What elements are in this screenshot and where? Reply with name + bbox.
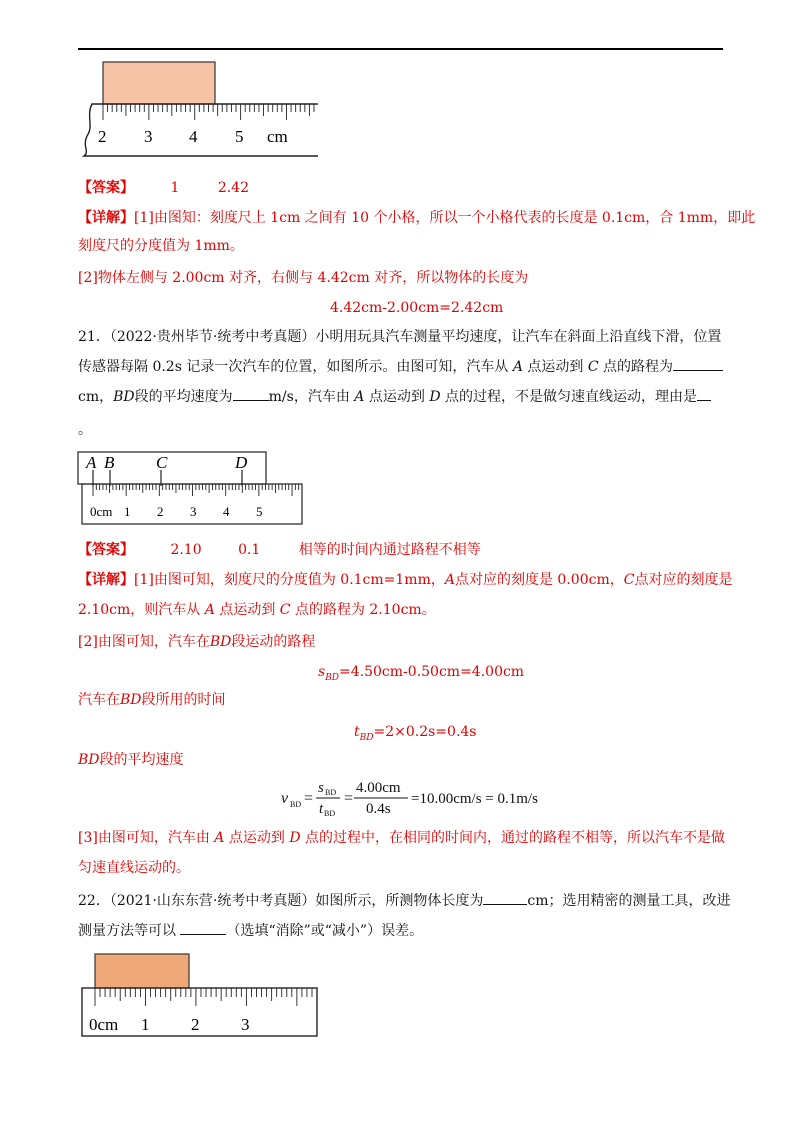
detail-text: 段所用的时间: [141, 692, 226, 708]
point-label: C: [587, 359, 599, 375]
question-text: cm，: [78, 389, 114, 405]
formula-var: s: [318, 780, 324, 796]
unit-label: cm: [267, 127, 288, 146]
question-source: （2022·贵州毕节·统考中考真题）: [109, 329, 316, 345]
detail-text: [1]由图可知，刻度尺的分度值为 0.1cm=1mm，: [134, 572, 445, 588]
tick-label: 0cm: [90, 504, 113, 519]
tick-label: 1: [141, 1015, 150, 1034]
tick-label: 4: [223, 504, 230, 519]
formula-sub: BD: [290, 800, 302, 809]
question-number: 21．: [78, 329, 110, 345]
point-label-c: C: [156, 453, 168, 472]
tick-label: 3: [241, 1015, 250, 1034]
formula-sub: BD: [324, 809, 336, 818]
point-label: A: [214, 830, 225, 846]
question-text: 。: [78, 422, 92, 438]
tick-label: 0cm: [89, 1015, 119, 1034]
detail-text: 2.10cm，则汽车从: [78, 602, 201, 618]
answer-tag: 【答案】: [78, 542, 134, 558]
tick-label: 2: [191, 1015, 200, 1034]
point-label: C: [623, 572, 635, 588]
segment-label: BD: [209, 634, 232, 650]
detail-text: 匀速直线运动的。: [78, 860, 190, 876]
formula-sub: BD: [359, 732, 374, 743]
answer-3: 相等的时间内通过路程不相等: [298, 542, 481, 558]
formula-text: =2×0.2s=0.4s: [373, 724, 477, 740]
formula-eq: =: [304, 790, 314, 807]
detail-text: 段运动的路程: [231, 634, 316, 650]
point-label: A: [204, 602, 215, 618]
question-text: m/s，汽车由: [268, 389, 350, 405]
question-text: 测量方法等可以: [78, 923, 176, 939]
detail-text: 点对应的刻度是 0.00cm，: [454, 572, 624, 588]
question-text: 点运动到: [527, 359, 584, 375]
tick-label: 5: [256, 504, 263, 519]
question-text: 点运动到: [368, 389, 425, 405]
detail-text: 点运动到: [219, 602, 276, 618]
formula-var: v: [281, 790, 289, 807]
formula-var: t: [319, 801, 324, 817]
measured-block: [95, 954, 189, 988]
point-label: A: [444, 572, 455, 588]
formula-var: t: [354, 724, 360, 740]
segment-label: BD: [113, 389, 135, 405]
answer-tag: 【答案】: [78, 180, 134, 196]
point-label: D: [429, 389, 441, 405]
question-text: 传感器每隔 0.2s 记录一次汽车的位置，如图所示。由图可知，汽车从: [78, 359, 509, 375]
tick-label: 1: [124, 504, 131, 519]
detail-tag: 【详解】: [78, 572, 134, 588]
detail-text: 段的平均速度: [99, 752, 184, 768]
detail-text: 点的路程为 2.10cm。: [294, 602, 436, 618]
formula-eq: =: [344, 790, 354, 807]
ruler-ticks: [95, 988, 312, 1006]
segment-label: BD: [120, 692, 142, 708]
question-text: cm；选用精密的测量工具，改进: [527, 893, 731, 909]
detail-text: [2]由图可知，汽车在: [78, 634, 210, 650]
question-text: 如图所示，所测物体长度为: [315, 893, 484, 909]
formula-text: 4.42cm-2.00cm=2.42cm: [330, 300, 504, 316]
tick-label: 2: [157, 504, 164, 519]
question-text: 段的平均速度为: [134, 389, 233, 405]
detail-tag: 【详解】: [78, 210, 134, 226]
tick-label: 5: [235, 127, 244, 146]
answer-1: 1: [170, 180, 180, 196]
detail-text: 点运动到: [228, 830, 285, 846]
tick-label: 3: [190, 504, 197, 519]
tick-label: 4: [189, 127, 198, 146]
question-text: （选填“消除”或“减小”）误差。: [226, 923, 424, 939]
question-text: 小明用玩具汽车测量平均速度，让汽车在斜面上沿直线下滑，位置: [315, 329, 722, 345]
detail-text: 汽车在: [78, 692, 120, 708]
detail-text: [1]由图知：刻度尺上 1cm 之间有 10 个小格，所以一个小格代表的长度是 0.1cm，合 1mm，即此: [134, 210, 756, 226]
detail-text: 点对应的刻度是: [634, 572, 733, 588]
detail-text: 刻度尺的分度值为 1mm。: [78, 238, 244, 254]
question-text: 点的过程，不是做匀速直线运动，理由是: [445, 389, 697, 405]
point-label: A: [512, 359, 523, 375]
point-label: C: [279, 602, 291, 618]
point-label: A: [354, 389, 365, 405]
formula-sub: BD: [325, 672, 340, 683]
formula-num: 4.00cm: [356, 780, 401, 796]
detail-text: [2]物体左侧与 2.00cm 对齐，右侧与 4.42cm 对齐，所以物体的长度为: [78, 270, 529, 286]
point-label-b: B: [104, 453, 115, 472]
point-label: D: [289, 830, 301, 846]
detail-text: [3]由图可知，汽车由: [78, 830, 210, 846]
formula-var: s: [318, 664, 326, 680]
detail-text: 点的过程中，在相同的时间内，通过的路程不相等，所以汽车不是做: [305, 830, 726, 846]
question-source: （2021·山东东营·统考中考真题）: [109, 893, 316, 909]
tick-label: 3: [144, 127, 153, 146]
formula-sub: BD: [325, 788, 337, 797]
point-label-a: A: [86, 453, 97, 472]
answer-2: 2.42: [217, 180, 249, 196]
formula-text: =4.50cm-0.50cm=4.00cm: [339, 664, 525, 680]
segment-label: BD: [78, 752, 100, 768]
question-text: 点的路程为: [603, 359, 674, 375]
answer-2: 0.1: [238, 542, 261, 558]
tick-label: 2: [98, 127, 107, 146]
answer-1: 2.10: [170, 542, 202, 558]
question-number: 22．: [78, 893, 110, 909]
formula-result: =10.00cm/s = 0.1m/s: [411, 791, 538, 807]
formula-den: 0.4s: [366, 801, 391, 817]
point-label-d: D: [235, 453, 248, 472]
